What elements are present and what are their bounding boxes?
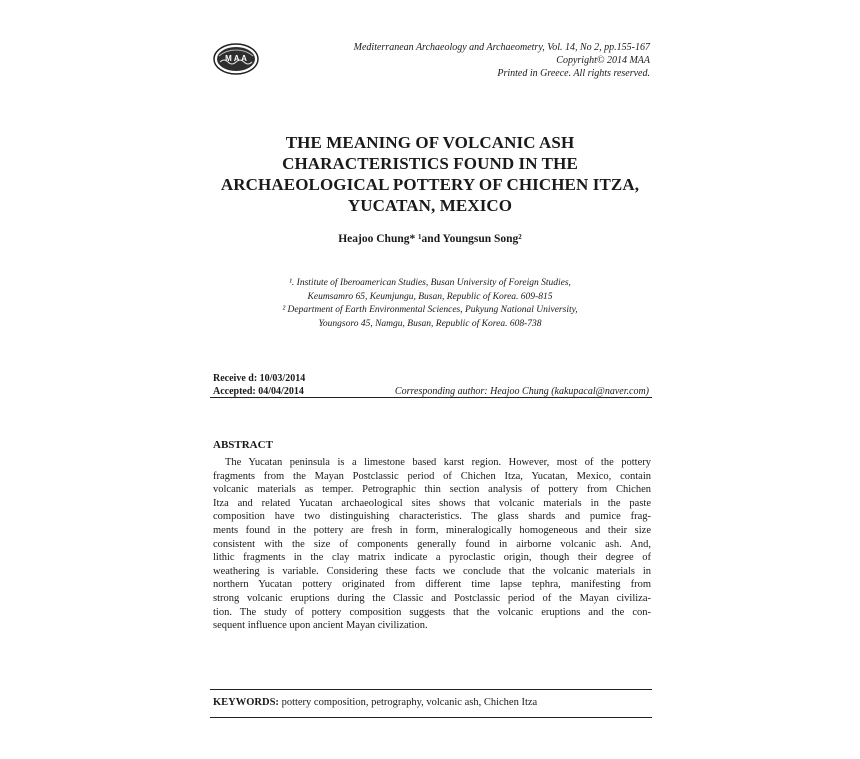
authors: Heajoo Chung* ¹and Youngsun Song² (338, 233, 522, 245)
abstract-body (213, 456, 651, 633)
abstract-line: lithic fragments in the clay matrix indicate a pyroclastic origin, though their degree of (213, 552, 651, 564)
affiliation-line-4: Youngsoro 45, Namgu, Busan, Republic of Korea. 608-738 (318, 318, 542, 329)
abstract-line: Itza and related Yucatan archaeological sites shows that volcanic materials in the paste (213, 497, 651, 509)
abstract-line: volcanic materials as temper. Petrographic thin section analysis of pottery from Chichen (213, 484, 651, 496)
abstract-line: strong volcanic eruptions during the Classic and Postclassic period of the Mayan civiliza- (213, 592, 651, 604)
affiliation-line-3: ² Department of Earth Environmental Sciences, Pukyung National University, (282, 305, 578, 315)
journal-line-3: Printed in Greece. All rights reserved. (497, 68, 650, 79)
journal-citation (250, 41, 650, 80)
abstract-line: fragments from the Mayan Postclassic period of Chichen Itza, Yucatan, Mexico, contain (213, 470, 651, 482)
abstract-line: The Yucatan peninsula is a limestone based karst region. However, most of the pottery (225, 457, 651, 468)
abstract-line: tion. The study of pottery composition suggests that the volcanic eruptions and the con- (213, 606, 651, 618)
keywords (213, 697, 537, 708)
keywords-top-rule (210, 689, 652, 690)
affiliation-line-1: ¹. Institute of Iberoamerican Studies, Busan University of Foreign Studies, (289, 278, 571, 288)
abstract-line: sequent influence upon ancient Mayan civilization. (213, 620, 428, 632)
keywords-label: KEYWORDS: (213, 697, 279, 708)
abstract-line: ments found in the pottery are fresh in form, mineralogically homogeneous and their size (213, 524, 651, 536)
keywords-text: pottery composition, petrography, volcanic ash, Chichen Itza (278, 697, 538, 708)
abstract-line: consistent with the size of components generally found in airborne volcanic ash. And, (213, 538, 651, 550)
journal-line-2: Copyright© 2014 MAA (556, 55, 650, 66)
affiliations (200, 277, 660, 331)
affiliation-line-2: Keumsamro 65, Keumjungu, Busan, Republic of Korea. 609-815 (307, 291, 553, 302)
journal-line-1: Mediterranean Archaeology and Archaeometry, Vol. 14, No 2, pp.155-167 (353, 42, 650, 53)
title-line-4: YUCATAN, MEXICO (347, 196, 513, 215)
logo-text: M A A (225, 54, 247, 63)
header-divider (210, 397, 652, 398)
paper-title (200, 132, 660, 216)
keywords-bottom-rule (210, 717, 652, 718)
title-line-1: THE MEANING OF VOLCANIC ASH (285, 133, 575, 152)
abstract-line: composition have two distinguishing characteristics. The glass shards and pumice frag- (213, 511, 651, 523)
accepted-date: Accepted: 04/04/2014 (213, 385, 304, 397)
abstract-heading: ABSTRACT (213, 439, 273, 451)
received-date: Receive d: 10/03/2014 (213, 373, 306, 384)
date-block (213, 373, 653, 398)
abstract-line: northern Yucatan pottery originated from different time lapse tephra, manifesting from (213, 579, 651, 591)
title-line-2: CHARACTERISTICS FOUND IN THE (282, 154, 578, 173)
abstract-line: weathering is variable. Considering these facts we conclude that the volcanic materials in (213, 565, 651, 577)
corresponding-author: Corresponding author: Heajoo Chung (kakupacal@naver.com) (394, 385, 649, 397)
title-line-3: ARCHAEOLOGICAL POTTERY OF CHICHEN ITZA, (220, 175, 640, 194)
